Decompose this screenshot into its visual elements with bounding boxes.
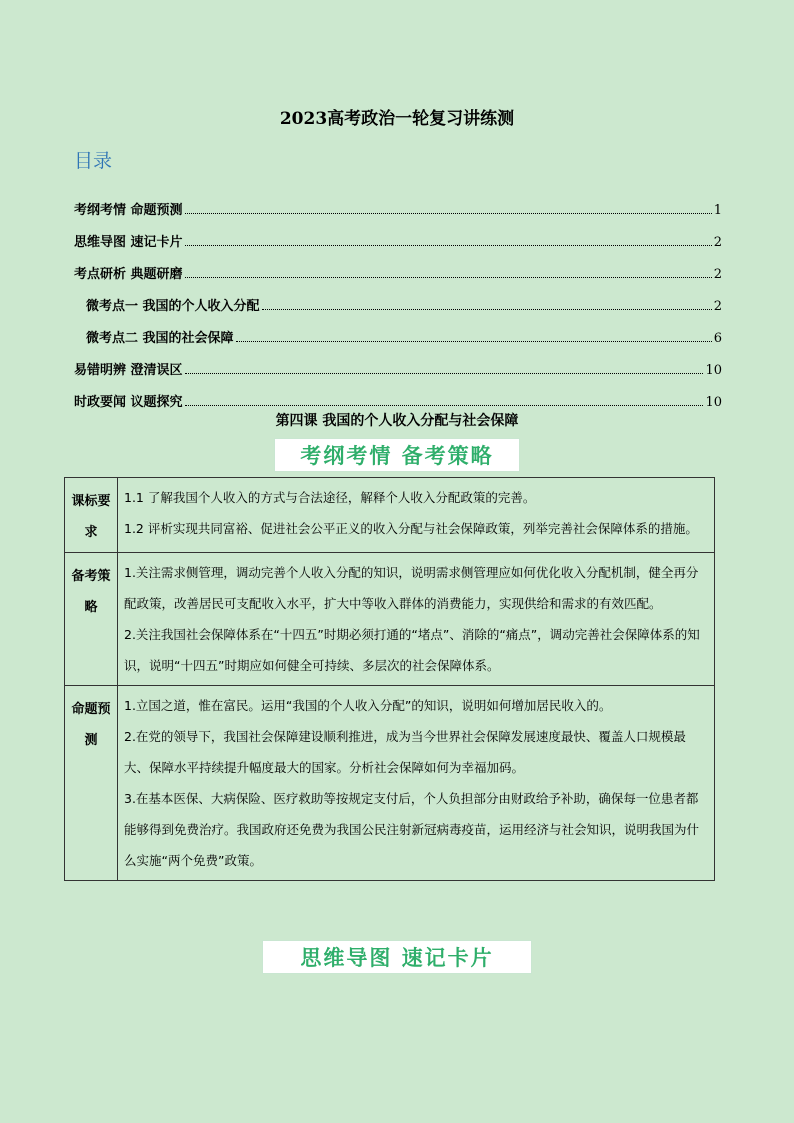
row-label: 课标要求 <box>65 478 118 553</box>
toc-entry-page: 10 <box>705 395 722 410</box>
toc-entry-page: 2 <box>713 235 722 250</box>
exam-outline-table <box>64 477 715 881</box>
table-row <box>65 686 715 881</box>
toc-entry-label: 微考点二 我国的社会保障 <box>86 331 234 346</box>
toc-entry-label: 时政要闻 议题探究 <box>74 395 183 410</box>
toc-entry-label: 思维导图 速记卡片 <box>74 235 183 250</box>
toc-entry[interactable] <box>74 282 722 314</box>
content-paragraph: 2.关注我国社会保障体系在“十四五”时期必须打通的“堵点”、消除的“痛点”，调动完善社会保障体系的知识，说明“十四五”时期应如何健全可持续、多层次的社会保障体系。 <box>124 627 700 673</box>
table-of-contents <box>74 186 722 410</box>
toc-entry-page: 2 <box>713 299 722 314</box>
toc-leader-dots <box>185 405 704 406</box>
toc-entry-label: 微考点一 我国的个人收入分配 <box>86 299 260 314</box>
toc-entry-page: 6 <box>713 331 722 346</box>
toc-leader-dots <box>236 341 712 342</box>
toc-heading: 目录 <box>74 150 113 172</box>
toc-entry-page: 10 <box>705 363 722 378</box>
toc-entry-label: 考纲考情 命题预测 <box>74 203 183 218</box>
lesson-title: 第四课 我国的个人收入分配与社会保障 <box>275 413 519 429</box>
table-row <box>65 553 715 686</box>
toc-entry[interactable] <box>74 346 722 378</box>
row-content <box>118 478 715 553</box>
section-banner-mind-map: 思维导图 速记卡片 <box>262 940 532 974</box>
content-paragraph: 2.在党的领导下，我国社会保障建设顺利推进，成为当今世界社会保障发展速度最快、覆盖人口规模最大、保障水平持续提升幅度最大的国家。分析社会保障如何为幸福加码。 <box>124 729 686 775</box>
toc-entry[interactable] <box>74 314 722 346</box>
toc-entry-label: 易错明辨 澄清误区 <box>74 363 183 378</box>
toc-leader-dots <box>262 309 712 310</box>
toc-leader-dots <box>185 373 704 374</box>
toc-leader-dots <box>185 277 712 278</box>
content-paragraph: 1.立国之道，惟在富民。运用“我国的个人收入分配”的知识，说明如何增加居民收入的。 <box>124 698 612 713</box>
toc-leader-dots <box>185 245 712 246</box>
content-paragraph: 1.关注需求侧管理，调动完善个人收入分配的知识，说明需求侧管理应如何优化收入分配机制，健全再分配政策，改善居民可支配收入水平，扩大中等收入群体的消费能力，实现供给和需求的有效匹配。 <box>124 565 699 611</box>
content-paragraph: 3.在基本医保、大病保险、医疗救助等按规定支付后，个人负担部分由财政给予补助，确保每一位患者都能够得到免费治疗。我国政府还免费为我国公民注射新冠病毒疫苗，运用经济与社会知识，说明我国为什么实施“两个免费”政策。 <box>124 791 700 868</box>
document-title: 2023高考政治一轮复习讲练测 <box>279 109 515 129</box>
toc-entry-label: 考点研析 典题研磨 <box>74 267 183 282</box>
table-row <box>65 478 715 553</box>
row-content <box>118 553 715 686</box>
toc-entry[interactable] <box>74 218 722 250</box>
row-content <box>118 686 715 881</box>
toc-entry[interactable] <box>74 186 722 218</box>
section-banner-exam-outline: 考纲考情 备考策略 <box>274 438 520 472</box>
toc-leader-dots <box>185 213 712 214</box>
row-label: 命题预测 <box>65 686 118 881</box>
content-paragraph: 1.1 了解我国个人收入的方式与合法途径，解释个人收入分配政策的完善。 <box>124 490 536 505</box>
content-paragraph: 1.2 评析实现共同富裕、促进社会公平正义的收入分配与社会保障政策，列举完善社会保障体系的措施。 <box>124 521 698 536</box>
toc-entry-page: 1 <box>713 203 722 218</box>
toc-entry[interactable] <box>74 378 722 410</box>
toc-entry[interactable] <box>74 250 722 282</box>
row-label: 备考策略 <box>65 553 118 686</box>
toc-entry-page: 2 <box>713 267 722 282</box>
